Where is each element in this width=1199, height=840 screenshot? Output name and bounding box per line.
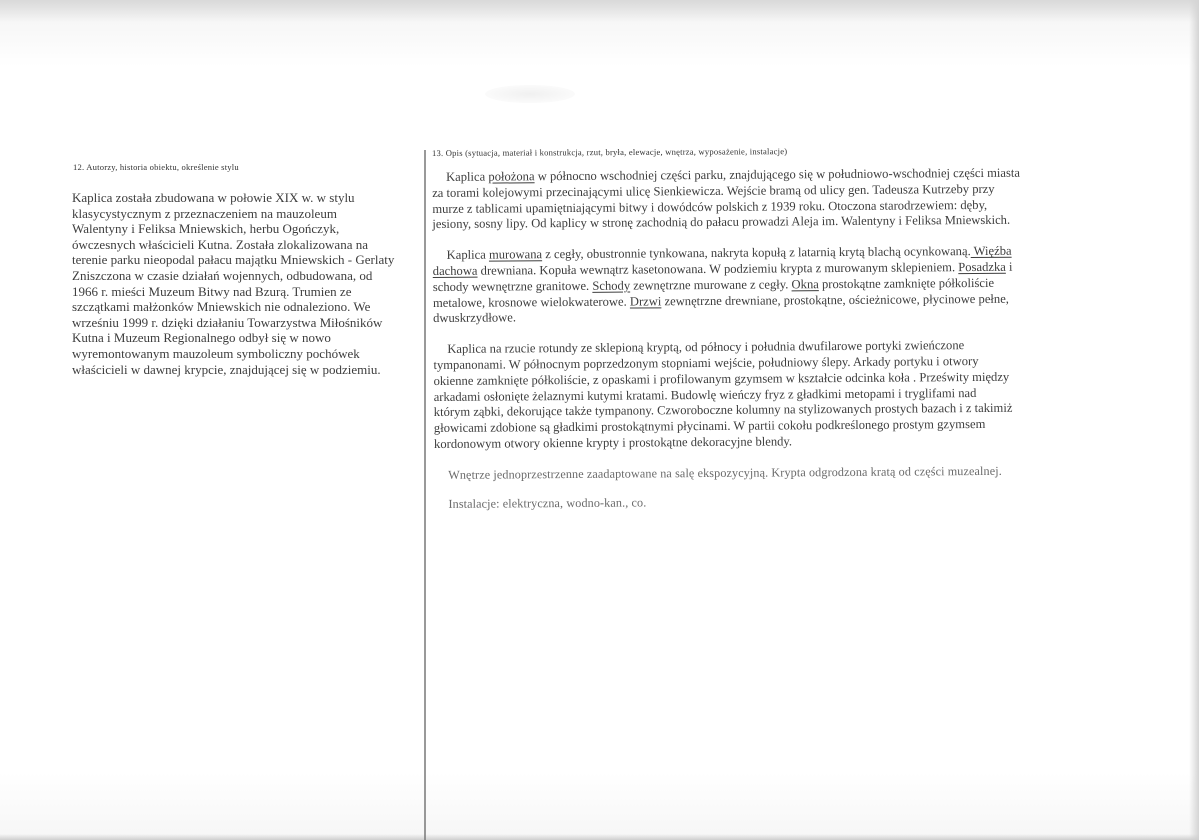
text-span: Kaplica: [445, 169, 489, 184]
left-line: ówczesnych właścicieli Kutna. Została zlokalizowana na: [72, 236, 368, 252]
text-span: z cegły, obustronnie tynkowana, nakryta kopułą z latarnią krytą blachą ocynkowaną.: [542, 244, 971, 262]
text-line: murze z tablicami upamiętniającymi bitwy i dowódców polskich z 1939 roku. Otoczona starodrzewiem: dęby,: [432, 197, 988, 216]
text-line: okienne zamknięte półkoliście, z opaskami i profilowanym gzymsem w kształcie odcinka koła . Prześwity między: [433, 369, 1010, 388]
underlined-term: Schody: [592, 278, 631, 293]
text-line: głowicami zdobione są gładkimi prostokątnymi płycinami. W partii cokołu podkreślonego prostym gzymsem: [433, 417, 986, 436]
left-line: Walentyny i Feliksa Mniewskich, herbu Ogończyk,: [72, 221, 340, 237]
underlined-term: dachowa: [432, 263, 478, 278]
underlined-term: Okna: [791, 276, 819, 292]
text-line: za torami kolejowymi przecinającymi ulicę Sienkiewicza. Wejście bramą od ulicy gen. Tadeusza Kutrzeby przy: [432, 181, 995, 200]
left-section-heading: 12. Autorzy, historia obiektu, określenie stylu: [73, 162, 239, 172]
text-line: jesiony, sosny lipy. Od kaplicy w stronę zachodnią do pałacu prowadzi Aleja im. Walentyny i Feliksa Mniewskich.: [432, 213, 1011, 232]
right-section-heading: 13. Opis (sytuacja, materiał i konstrukcja, rzut, bryła, elewacje, wnętrza, wyposażenie, instalacje): [431, 146, 788, 158]
scan-smudge: [485, 85, 575, 103]
underlined-term: Drzwi: [629, 293, 662, 309]
text-line: dwuskrzydłowe.: [433, 310, 517, 326]
text-span: i: [1005, 259, 1013, 274]
right-section-body: [432, 165, 1095, 525]
left-line: Kaplica została zbudowana w połowie XIX w. w stylu: [72, 190, 355, 205]
underlined-term: położona: [488, 169, 535, 184]
left-line: terenie parku nieopodal pałacu majątku Mniewskich - Gerlaty: [72, 252, 395, 268]
text-span: zewnętrzne drewniane, prostokątne, ościeżnicowe, płycinowe pełne,: [661, 291, 1009, 308]
text-line: którym ząbki, dekorujące także tympanony. Czworoboczne kolumny na stylizowanych prostych bazach i z takimiż: [433, 401, 1013, 420]
text-span: Kaplica: [446, 247, 489, 263]
text-span: drewniana. Kopuła wewnątrz kasetonowana. W podziemiu krypta z murowanym sklepieniem.: [477, 260, 959, 278]
underlined-term: murowana: [488, 247, 543, 262]
text-line: Kaplica na rzucie rotundy ze sklepioną kryptą, od północy i południa dwufilarowe portyki zwieńczone: [447, 338, 965, 357]
left-section-body: [72, 190, 424, 377]
left-line: Kutna i Muzeum Regionalnego odbył się w nowo: [72, 330, 331, 346]
text-line: tympanonami. W północnym poprzedzonym stopniami wejście, południowy ślepy. Arkady portyku i otwory: [433, 353, 979, 372]
left-line: wrześniu 1999 r. dzięki działaniu Towarzystwa Miłośników: [72, 314, 383, 330]
text-span: prostokątne zamknięte półkoliście: [818, 275, 995, 291]
text-span: metalowe, krosnowe wielokwaterowe.: [432, 294, 630, 310]
left-line: wyremontowanym mauzoleum symboliczny pochówek: [72, 345, 360, 361]
left-line: klasycystycznym z przeznaczeniem na mauzoleum: [72, 205, 337, 221]
scan-bottom-edge: [0, 834, 1199, 840]
paragraph-installations: Instalacje: elektryczna, wodno-kan., co.: [448, 494, 647, 511]
text-line: arkadami osłonięte żelaznymi kutymi kratami. Budowlę wieńczy fryz z gładkimi metopami i tryglifami nad: [433, 385, 977, 404]
underlined-term: Posadzka: [958, 259, 1006, 275]
left-line: właścicieli w dawnej krypcie, znajdującej się w podziemiu.: [72, 361, 381, 377]
text-span: w północno wschodniej części parku, znajdującego się w południowo-wschodniej części miasta: [534, 165, 1020, 184]
left-line: Zniszczona w czasie działań wojennych, odbudowana, od: [72, 267, 373, 283]
text-line: kordonowym otwory okienne krypty i prostokątne dekoracyjne blendy.: [433, 434, 793, 451]
scan-right-edge: [1189, 0, 1199, 840]
column-divider: [424, 150, 426, 840]
text-span: zewnętrzne murowane z cegły.: [630, 277, 792, 293]
left-line: 1966 r. mieści Muzeum Bitwy nad Bzurą. Trumien ze: [72, 283, 352, 299]
text-span: schody wewnętrzne granitowe.: [432, 278, 593, 294]
paragraph-interior: Wnętrze jednoprzestrzenne zaadaptowane na salę ekspozycyjną. Krypta odgrodzona kratą od części muzealnej.: [448, 463, 1002, 482]
paragraph-architecture: [433, 337, 1094, 452]
scan-top-shadow: [0, 0, 1199, 22]
left-line: szczątkami małżonków Mniewskich nie odnaleziono. We: [72, 299, 371, 315]
underlined-term: Więźba: [970, 243, 1012, 259]
paragraph-materials: [433, 243, 1094, 327]
paragraph-location: [432, 165, 1092, 233]
